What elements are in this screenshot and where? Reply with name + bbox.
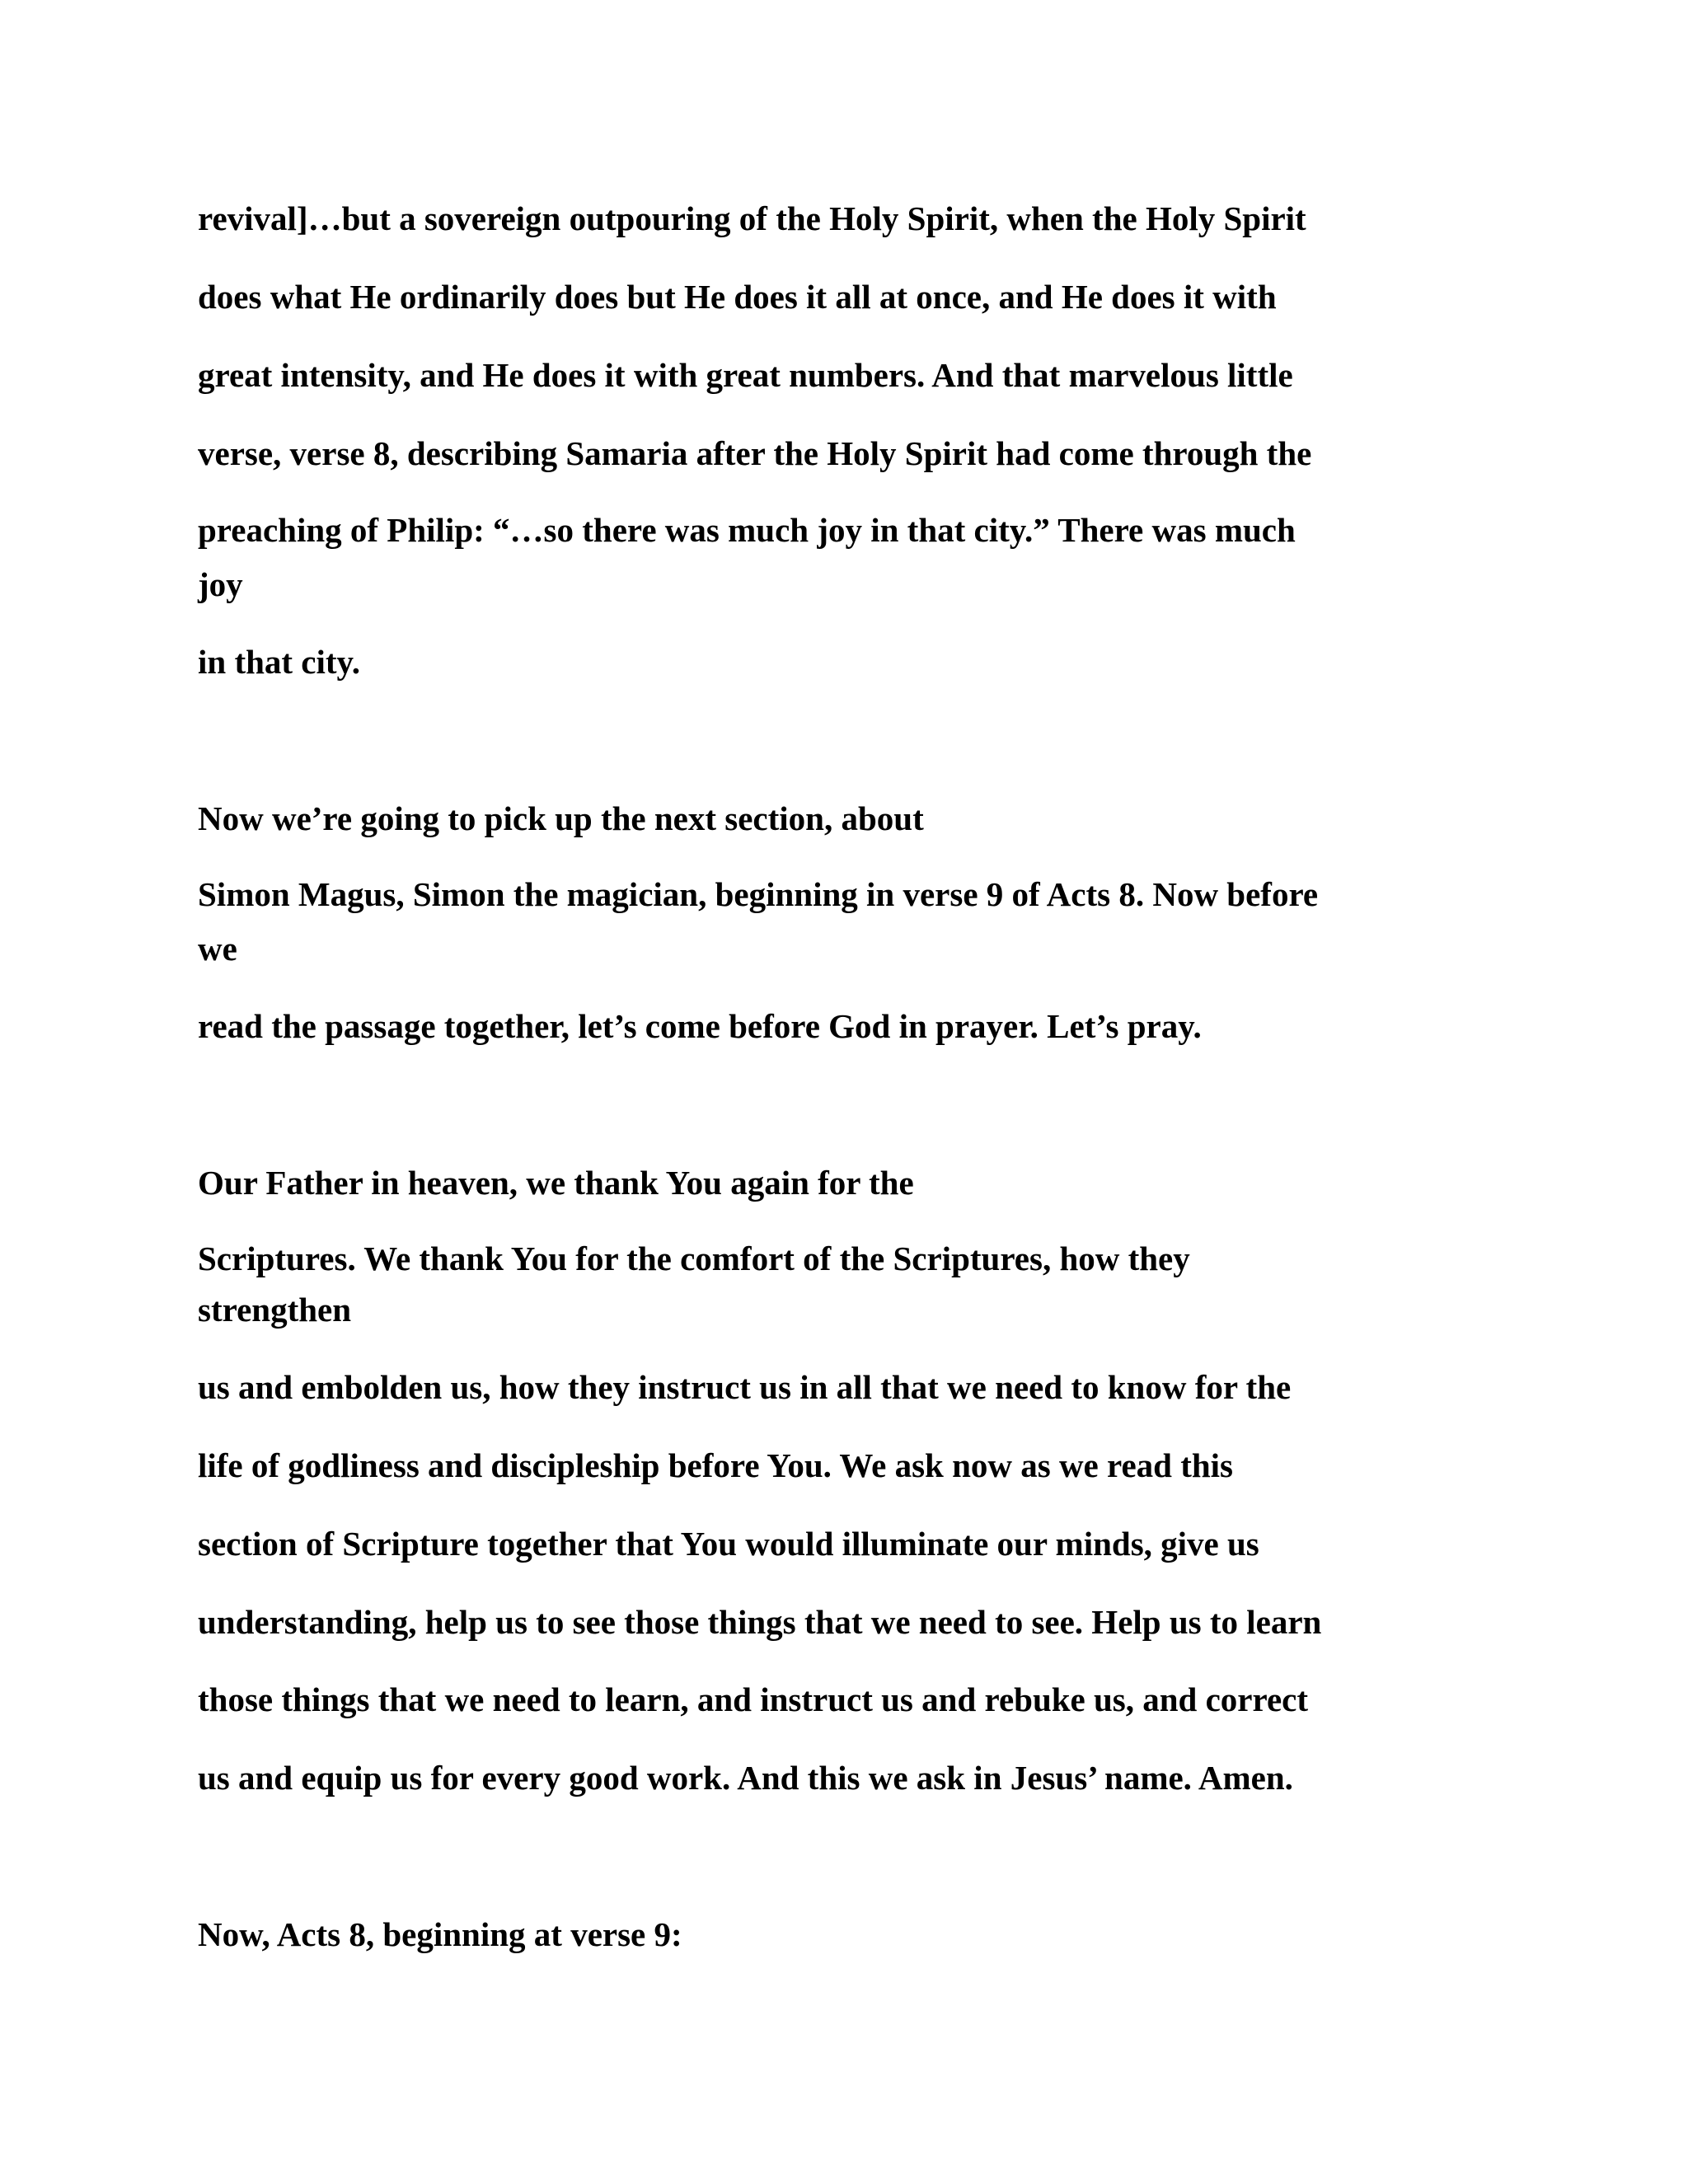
text-line: verse, verse 8, describing Samaria after the Holy Spirit had come through the bbox=[198, 434, 1312, 472]
text-line: life of godliness and discipleship before You. We ask now as we read this bbox=[198, 1446, 1234, 1484]
text-line: does what He ordinarily does but He does it all at once, and He does it with bbox=[198, 278, 1277, 316]
text-line: we bbox=[198, 930, 237, 968]
text-line: strengthen bbox=[198, 1291, 352, 1329]
text-line: Simon Magus, Simon the magician, beginning in verse 9 of Acts 8. Now before bbox=[198, 875, 1319, 913]
text-line: us and equip us for every good work. And this we ask in Jesus’ name. Amen. bbox=[198, 1759, 1293, 1797]
text-line: joy bbox=[198, 565, 243, 603]
text-line: read the passage together, let’s come before God in prayer. Let’s pray. bbox=[198, 1007, 1202, 1045]
text-line: in that city. bbox=[198, 643, 361, 681]
text-line: those things that we need to learn, and instruct us and rebuke us, and correct bbox=[198, 1680, 1309, 1718]
text-line: understanding, help us to see those things that we need to see. Help us to learn bbox=[198, 1603, 1322, 1641]
text-line: Scriptures. We thank You for the comfort of the Scriptures, how they bbox=[198, 1240, 1190, 1277]
text-line: us and embolden us, how they instruct us in all that we need to know for the bbox=[198, 1368, 1292, 1406]
text-line: Our Father in heaven, we thank You again for the bbox=[198, 1164, 914, 1202]
text-line: great intensity, and He does it with great numbers. And that marvelous little bbox=[198, 356, 1293, 394]
text-line: Now we’re going to pick up the next section, about bbox=[198, 799, 924, 837]
text-line: Now, Acts 8, beginning at verse 9: bbox=[198, 1915, 682, 1953]
text-line: revival]…but a sovereign outpouring of the Holy Spirit, when the Holy Spirit bbox=[198, 199, 1306, 237]
text-line: section of Scripture together that You would illuminate our minds, give us bbox=[198, 1525, 1259, 1563]
text-line: preaching of Philip: “…so there was much joy in that city.” There was much bbox=[198, 511, 1296, 549]
